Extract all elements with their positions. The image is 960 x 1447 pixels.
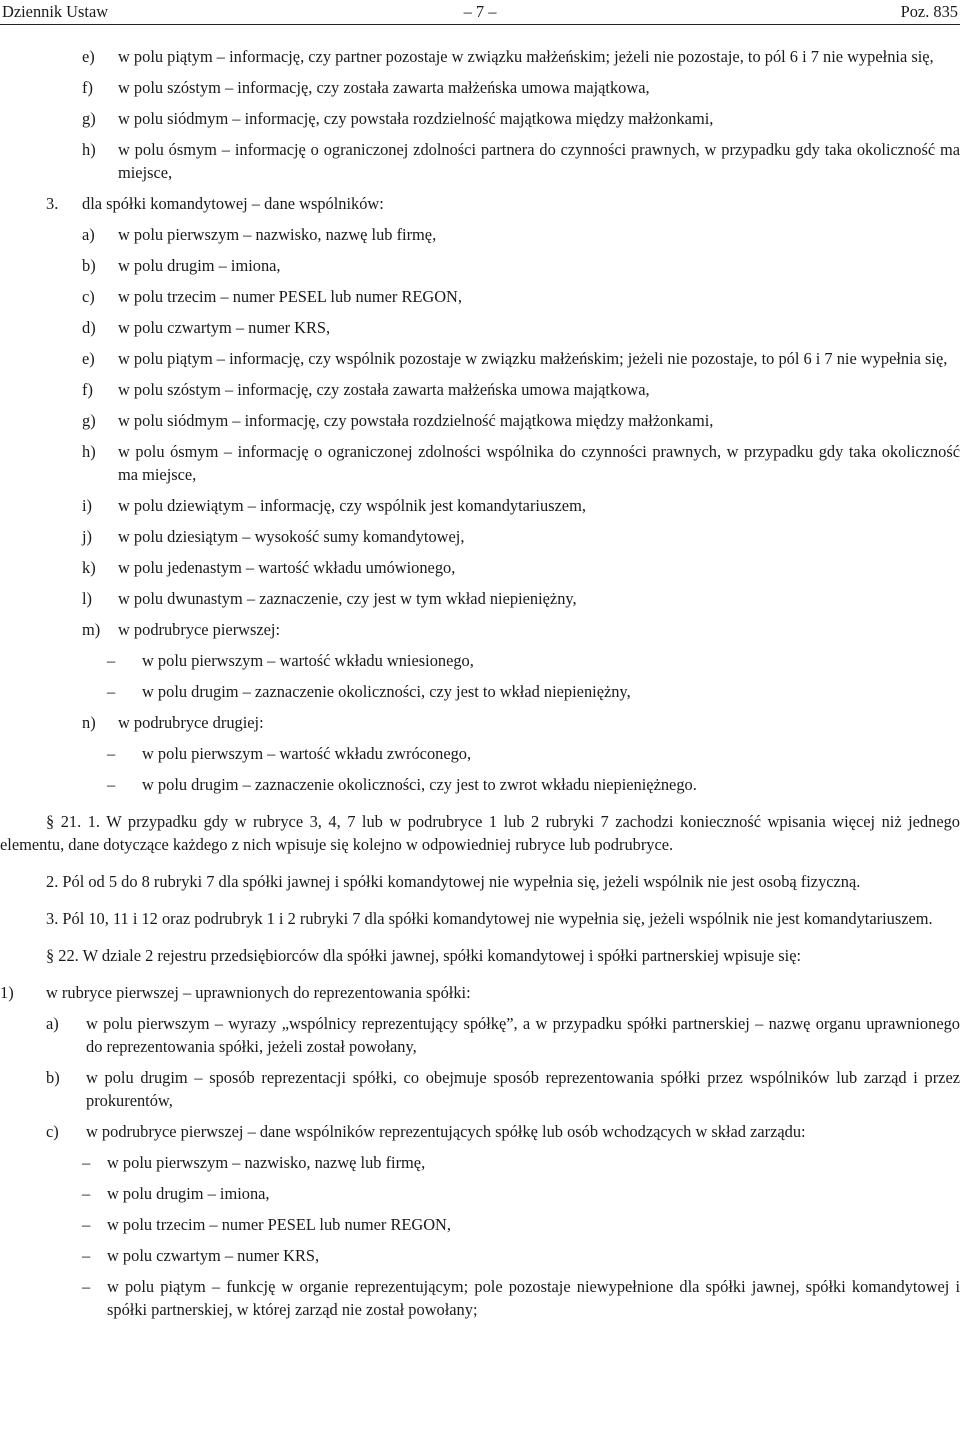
list-item: n) w podrubryce drugiej: (82, 713, 264, 732)
dash-item: – w polu czwartym – numer KRS, (82, 1246, 320, 1265)
paragraph-21-2: 2. Pól od 5 do 8 rubryki 7 dla spółki jawnej i spółki komandytowej nie wypełnia się, jeżeli wspólnik nie jest osobą fizyczną. (46, 872, 861, 891)
list-item: j) w polu dziesiątym – wysokość sumy komandytowej, (82, 527, 465, 546)
dash-item: – w polu pierwszym – nazwisko, nazwę lub firmę, (82, 1153, 426, 1172)
dash-item: – w polu pierwszym – wartość wkładu wniesionego, (107, 651, 474, 670)
limited-partnership-items (0, 223, 960, 796)
list-item: e) w polu piątym – informację, czy wspólnik pozostaje w związku małżeńskim; jeżeli nie pozostaje, to pól 6 i 7 nie wypełnia się, (82, 349, 948, 368)
list-item: h) w polu ósmym – informację o ograniczonej zdolności wspólnika do czynności prawnych, w przypadku gdy taka okoliczność ma miejsce, (82, 442, 960, 484)
dash-item: – w polu drugim – imiona, (82, 1184, 270, 1203)
list-item: c) w polu trzecim – numer PESEL lub numer REGON, (82, 287, 462, 306)
dash-item: – w polu pierwszym – wartość wkładu zwróconego, (107, 744, 472, 763)
list-item: h) w polu ósmym – informację o ograniczonej zdolności partnera do czynności prawnych, w przypadku gdy taka okoliczność ma miejsce, (82, 140, 960, 182)
point-3: 3. dla spółki komandytowej – dane wspólników: (46, 194, 384, 213)
dash-item: – w polu piątym – funkcję w organie reprezentującym; pole pozostaje niewypełnione dla spółki jawnej, spółki komandytowej i spółki partnerskiej, w której zarząd nie został powołany; (82, 1277, 960, 1319)
list-item: b) w polu drugim – sposób reprezentacji spółki, co obejmuje sposób reprezentowania spółki przez wspólników lub zarząd i przez prokurentów, (46, 1068, 960, 1110)
paragraph-21-1: § 21. 1. W przypadku gdy w rubryce 3, 4, 7 lub w podrubryce 1 lub 2 rubryki 7 zachodzi konieczność wpisania więcej niż jednego elementu, dane dotyczące każdego z nich wpisuje się kolejno w odpowiedniej rubryce lub podrubryce. (0, 812, 960, 854)
list-item: m) w podrubryce pierwszej: (82, 620, 281, 639)
list-item: k) w polu jedenastym – wartość wkładu umówionego, (82, 558, 456, 577)
page-header (0, 0, 960, 25)
list-item: g) w polu siódmym – informację, czy powstała rozdzielność majątkowa między małżonkami, (82, 411, 714, 430)
list-item: f) w polu szóstym – informację, czy została zawarta małżeńska umowa majątkowa, (82, 380, 650, 399)
dash-item: – w polu trzecim – numer PESEL lub numer REGON, (82, 1215, 451, 1234)
paragraph-21-3: 3. Pól 10, 11 i 12 oraz podrubryk 1 i 2 rubryki 7 dla spółki komandytowej nie wypełnia się, jeżeli wspólnik nie jest komandytariuszem. (46, 909, 933, 928)
position-number: Poz. 835 (900, 2, 958, 21)
list-item: c) w podrubryce pierwszej – dane wspólników reprezentujących spółkę lub osób wchodzących w skład zarządu: (46, 1122, 806, 1141)
journal-title: Dziennik Ustaw (2, 2, 109, 21)
list-item: a) w polu pierwszym – nazwisko, nazwę lub firmę, (82, 225, 437, 244)
list-item: a) w polu pierwszym – wyrazy „wspólnicy reprezentujący spółkę”, a w przypadku spółki partnerskiej – nazwę organu uprawnionego do reprezentowania spółki, jeżeli został powołany, (46, 1014, 960, 1056)
list-item: d) w polu czwartym – numer KRS, (82, 318, 331, 337)
dash-item: – w polu drugim – zaznaczenie okoliczności, czy jest to wkład niepieniężny, (107, 682, 631, 701)
page-number: – 7 – (463, 2, 497, 21)
list-item: i) w polu dziewiątym – informację, czy wspólnik jest komandytariuszem, (82, 496, 586, 515)
partner-items (0, 45, 960, 184)
list-item: l) w polu dwunastym – zaznaczenie, czy jest w tym wkład niepieniężny, (82, 589, 577, 608)
list-item: g) w polu siódmym – informację, czy powstała rozdzielność majątkowa między małżonkami, (82, 109, 714, 128)
dash-item: – w polu drugim – zaznaczenie okoliczności, czy jest to zwrot wkładu niepieniężnego. (107, 775, 697, 794)
document-body (0, 45, 960, 1329)
list-item: f) w polu szóstym – informację, czy została zawarta małżeńska umowa majątkowa, (82, 78, 650, 97)
section-1-items (0, 1012, 960, 1321)
list-item: b) w polu drugim – imiona, (82, 256, 281, 275)
paragraph-22: § 22. W dziale 2 rejestru przedsiębiorców dla spółki jawnej, spółki komandytowej i spółki partnerskiej wpisuje się: (46, 946, 802, 965)
list-item: e) w polu piątym – informację, czy partner pozostaje w związku małżeńskim; jeżeli nie pozostaje, to pól 6 i 7 nie wypełnia się, (82, 47, 934, 66)
section-1: 1) w rubryce pierwszej – uprawnionych do reprezentowania spółki: (0, 983, 471, 1002)
